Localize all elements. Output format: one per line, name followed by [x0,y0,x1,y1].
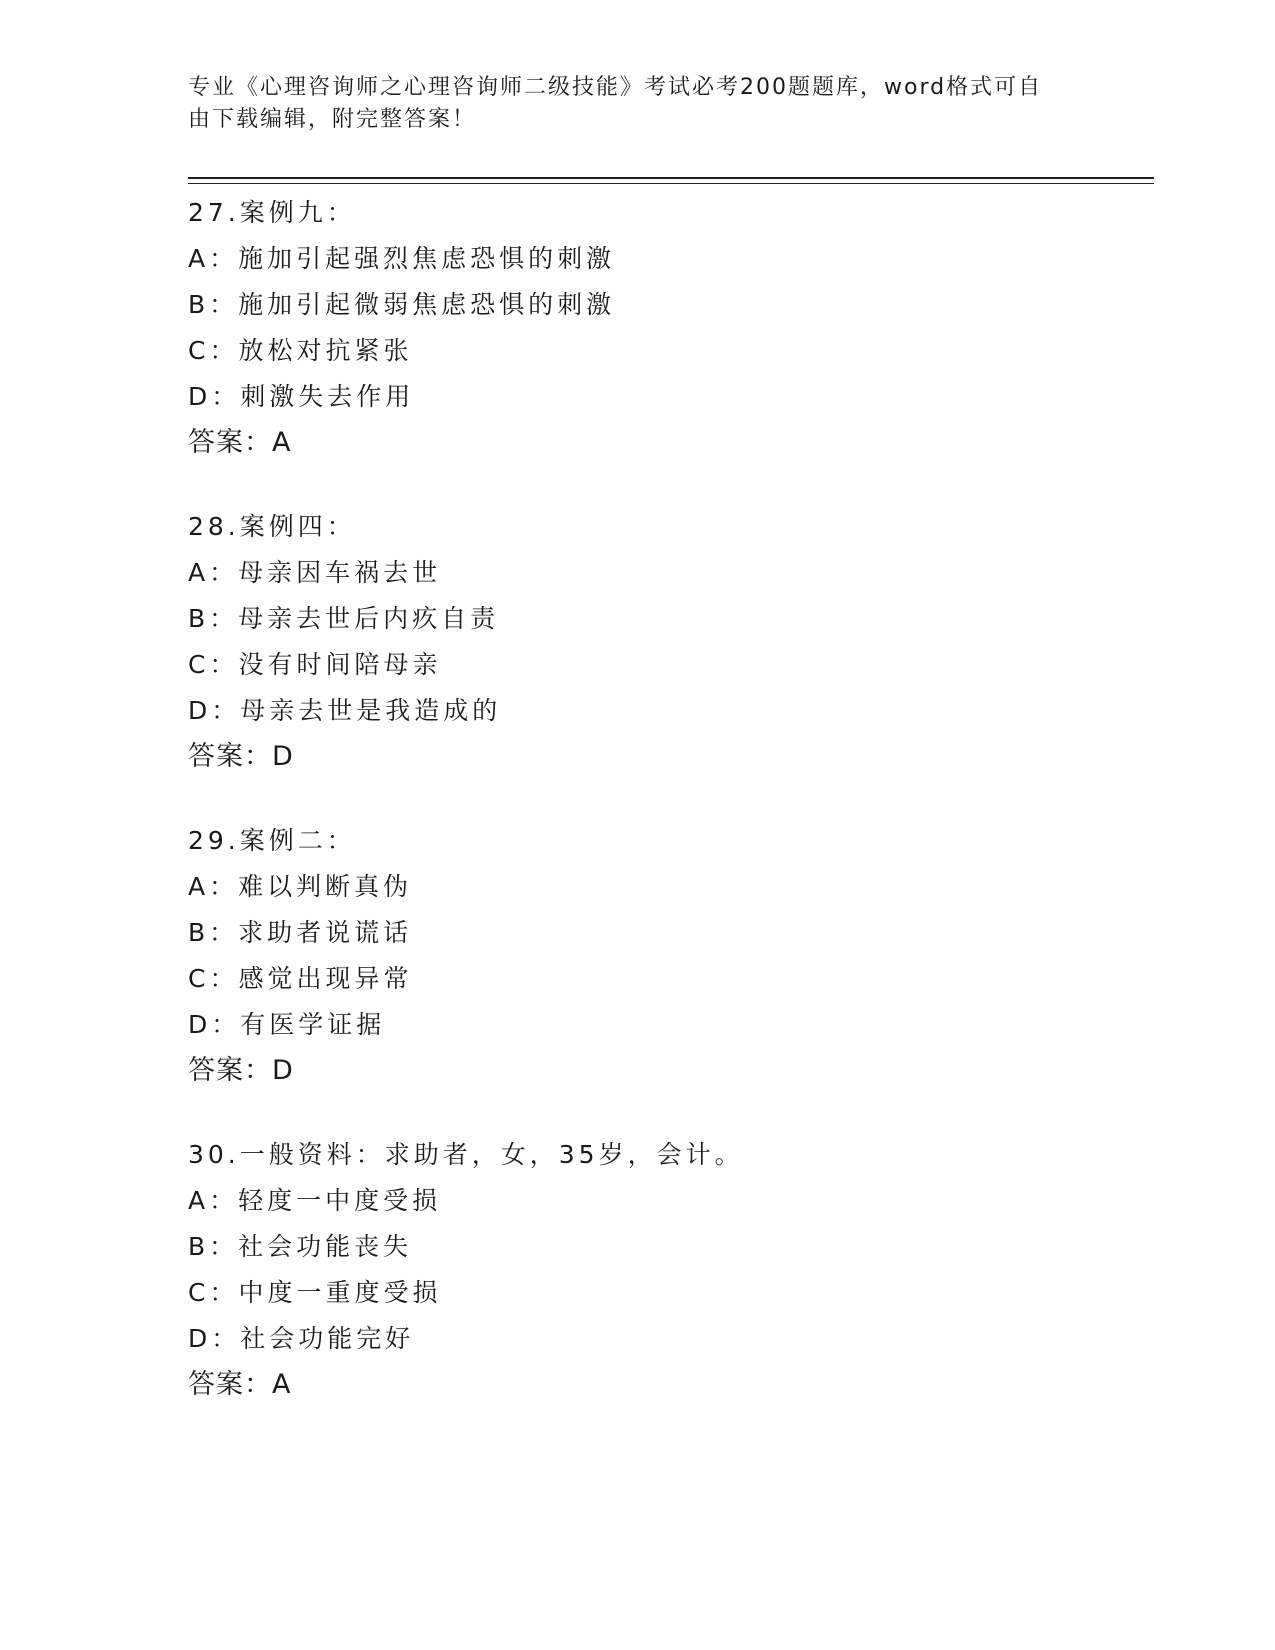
question-stem: 30.一般资料：求助者，女，35岁，会计。 [188,1140,744,1169]
option-b: B：施加引起微弱焦虑恐惧的刺激 [188,290,616,319]
option-c: C：感觉出现异常 [188,964,413,993]
question-list [188,190,1148,1446]
option-d: D：有医学证据 [188,1010,386,1039]
header-divider-thin [188,183,1154,184]
option-d: D：刺激失去作用 [188,382,415,411]
option-a: A：难以判断真伪 [188,872,413,901]
option-a: A：轻度一中度受损 [188,1186,442,1215]
answer-label: 答案：A [188,427,292,458]
question-30 [188,1132,1148,1408]
answer-label: 答案：D [188,1055,294,1086]
question-27 [188,190,1148,466]
question-28 [188,504,1148,780]
option-d: D：社会功能完好 [188,1324,415,1353]
question-29 [188,818,1148,1094]
question-stem: 27.案例九： [188,198,356,227]
option-d: D：母亲去世是我造成的 [188,696,502,725]
question-stem: 28.案例四： [188,512,356,541]
option-c: C：中度一重度受损 [188,1278,442,1307]
option-b: B：母亲去世后内疚自责 [188,604,500,633]
option-a: A：施加引起强烈焦虑恐惧的刺激 [188,244,616,273]
option-a: A：母亲因车祸去世 [188,558,442,587]
answer-label: 答案：D [188,741,294,772]
document-header [188,72,1068,136]
header-line-1: 专业《心理咨询师之心理咨询师二级技能》考试必考200题题库，word格式可自 [188,75,1043,100]
question-stem: 29.案例二： [188,826,356,855]
header-line-2: 由下载编辑，附完整答案！ [188,107,477,132]
header-divider-thick [188,177,1154,179]
answer-label: 答案：A [188,1369,292,1400]
option-b: B：社会功能丧失 [188,1232,413,1261]
option-c: C：没有时间陪母亲 [188,650,442,679]
option-c: C：放松对抗紧张 [188,336,413,365]
option-b: B：求助者说谎话 [188,918,413,947]
